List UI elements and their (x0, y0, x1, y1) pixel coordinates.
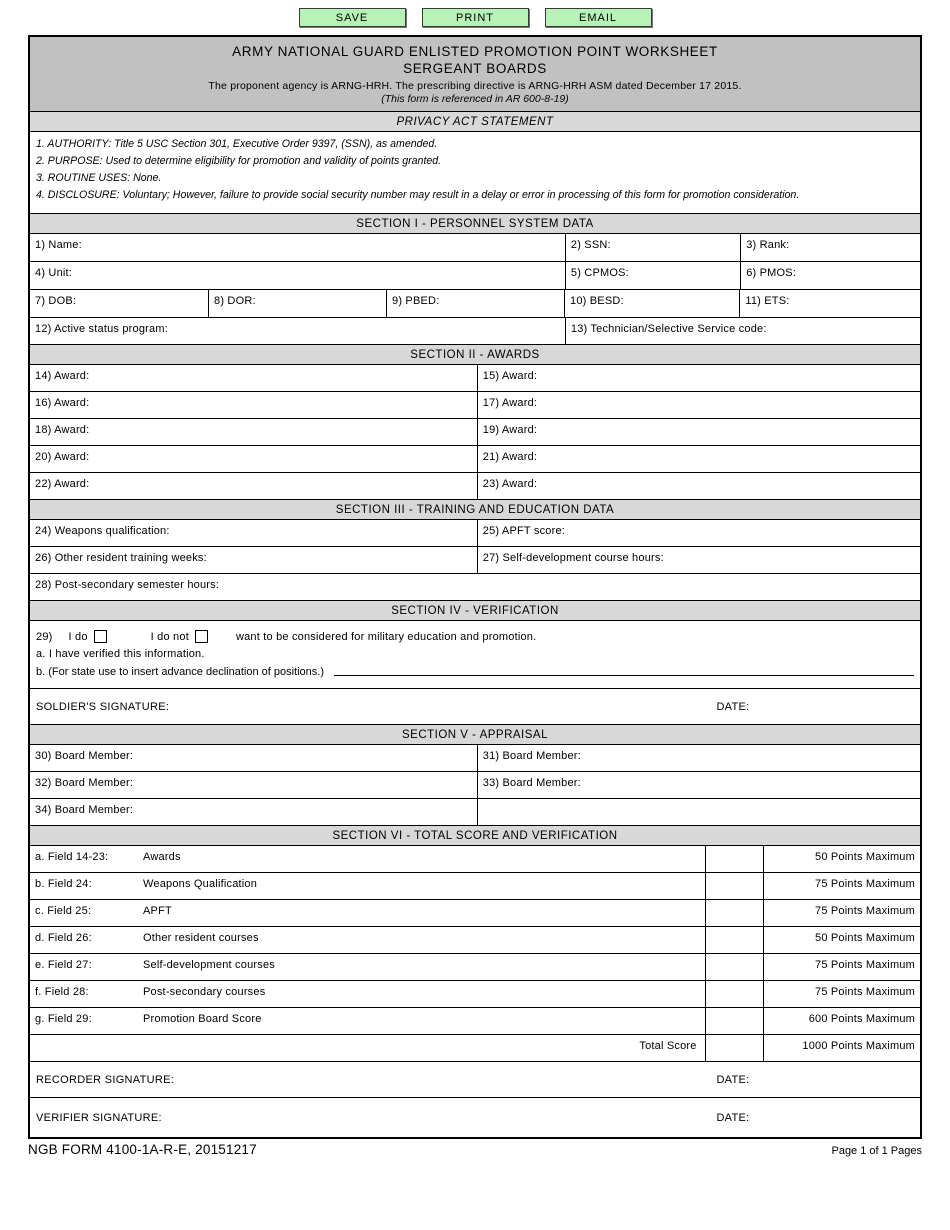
award-field-18[interactable]: 18) Award: (35, 424, 90, 436)
total-score-max: 1000 Points Maximum (763, 1035, 920, 1061)
field-ssn[interactable]: 2) SSN: (565, 234, 740, 261)
privacy-line-authority: 1. AUTHORITY: Title 5 USC Section 301, Executive Order 9397, (SSN), as amended. (36, 138, 438, 150)
score-field-label: a. Field 14-23: (35, 851, 109, 863)
i-do-not-label: I do not (150, 631, 189, 643)
score-max-b: 75 Points Maximum (763, 873, 920, 899)
field-other-resident-training-weeks[interactable]: 26) Other resident training weeks: (35, 552, 207, 564)
verifier-date-field[interactable]: DATE: (716, 1111, 750, 1124)
score-max-f: 75 Points Maximum (763, 981, 920, 1007)
score-label-f (30, 981, 705, 1007)
score-field-c[interactable] (705, 900, 764, 926)
board-member-field-33[interactable]: 33) Board Member: (477, 772, 920, 798)
award-field-20[interactable]: 20) Award: (35, 451, 90, 463)
score-max-e: 75 Points Maximum (763, 954, 920, 980)
score-field-label: c. Field 25: (35, 905, 92, 917)
score-max-a: 50 Points Maximum (763, 846, 920, 872)
awards-row-1 (30, 364, 920, 391)
award-field-19[interactable]: 19) Award: (477, 419, 920, 445)
score-field-label: e. Field 27: (35, 959, 92, 971)
total-score-label: Total Score (639, 1040, 697, 1052)
score-label-g (30, 1008, 705, 1034)
question-suffix: want to be considered for military education and promotion. (235, 631, 537, 643)
form-footer (28, 1142, 922, 1157)
score-label-c (30, 900, 705, 926)
award-field-16[interactable]: 16) Award: (35, 397, 90, 409)
privacy-line-disclosure: 4. DISCLOSURE: Voluntary; However, failure to provide social security number may result in a delay or error in processing of this form for promotion consideration. (36, 189, 800, 201)
verification-line-b-row (30, 662, 920, 688)
question-prefix: 29) (36, 631, 53, 643)
score-row-d (30, 926, 920, 953)
score-field-desc: Self-development courses (143, 959, 275, 971)
privacy-line-routine: 3. ROUTINE USES: None. (36, 172, 162, 184)
appraisal-row-1 (30, 744, 920, 771)
awards-row-4 (30, 445, 920, 472)
score-field-f[interactable] (705, 981, 764, 1007)
training-row-1 (30, 519, 920, 546)
score-field-d[interactable] (705, 927, 764, 953)
score-field-desc: Post-secondary courses (143, 986, 266, 998)
award-field-23[interactable]: 23) Award: (477, 473, 920, 499)
toolbar (0, 0, 950, 35)
awards-row-5 (30, 472, 920, 499)
score-field-g[interactable] (705, 1008, 764, 1034)
soldier-signature-field[interactable]: SOLDIER'S SIGNATURE: (36, 700, 170, 713)
appraisal-row-2 (30, 771, 920, 798)
field-technician-code[interactable]: 13) Technician/Selective Service code: (565, 318, 920, 344)
board-member-field-31[interactable]: 31) Board Member: (477, 745, 920, 771)
field-unit[interactable]: 4) Unit: (35, 267, 73, 279)
appraisal-empty-cell (477, 799, 920, 825)
score-field-desc: Weapons Qualification (143, 878, 258, 890)
section-3-header: SECTION III - TRAINING AND EDUCATION DATA (30, 499, 920, 519)
appraisal-row-3 (30, 798, 920, 825)
field-dor[interactable]: 8) DOR: (208, 290, 386, 317)
recorder-date-field[interactable]: DATE: (716, 1073, 750, 1086)
section-6-header: SECTION VI - TOTAL SCORE AND VERIFICATION (30, 825, 920, 845)
field-dob[interactable]: 7) DOB: (35, 295, 77, 307)
verifier-signature-row (30, 1097, 920, 1137)
field-ets[interactable]: 11) ETS: (739, 290, 920, 317)
score-row-g (30, 1007, 920, 1034)
score-label-e (30, 954, 705, 980)
training-row-2 (30, 546, 920, 573)
score-row-f (30, 980, 920, 1007)
email-button[interactable]: EMAIL (545, 8, 652, 27)
field-post-secondary-semester-hours[interactable]: 28) Post-secondary semester hours: (35, 579, 220, 591)
score-row-c (30, 899, 920, 926)
score-label-a (30, 846, 705, 872)
total-score-field[interactable] (705, 1035, 764, 1061)
awards-row-2 (30, 391, 920, 418)
score-field-desc: Other resident courses (143, 932, 259, 944)
i-do-not-checkbox[interactable] (195, 630, 208, 643)
soldier-signature-row (30, 688, 920, 724)
score-row-e (30, 953, 920, 980)
score-label-d (30, 927, 705, 953)
board-member-field-32[interactable]: 32) Board Member: (35, 777, 134, 789)
verification-line-b: b. (For state use to insert advance declination of positions.) (36, 666, 324, 678)
promotion-point-worksheet-form (28, 35, 922, 1139)
section-2-header: SECTION II - AWARDS (30, 344, 920, 364)
score-field-desc: APFT (143, 905, 172, 917)
form-title-line2: SERGEANT BOARDS (403, 61, 547, 76)
state-declination-field[interactable] (334, 665, 914, 676)
field-apft-score[interactable]: 25) APFT score: (477, 520, 920, 546)
award-field-15[interactable]: 15) Award: (477, 365, 920, 391)
section1-row-4 (30, 317, 920, 344)
score-max-d: 50 Points Maximum (763, 927, 920, 953)
field-weapons-qualification[interactable]: 24) Weapons qualification: (35, 525, 170, 537)
soldier-date-field[interactable]: DATE: (716, 700, 750, 713)
board-member-field-34[interactable]: 34) Board Member: (35, 804, 134, 816)
section-5-header: SECTION V - APPRAISAL (30, 724, 920, 744)
score-field-a[interactable] (705, 846, 764, 872)
form-number: NGB FORM 4100-1A-R-E, 20151217 (28, 1142, 257, 1157)
score-field-label: g. Field 29: (35, 1013, 92, 1025)
score-field-label: b. Field 24: (35, 878, 92, 890)
verification-question-line (30, 620, 920, 645)
verification-line-a: a. I have verified this information. (36, 648, 205, 660)
section1-row-1 (30, 233, 920, 261)
print-button[interactable]: PRINT (422, 8, 529, 27)
form-header (30, 37, 920, 111)
verifier-signature-field[interactable]: VERIFIER SIGNATURE: (36, 1111, 162, 1124)
recorder-signature-row (30, 1061, 920, 1097)
score-field-desc: Promotion Board Score (143, 1013, 262, 1025)
awards-row-3 (30, 418, 920, 445)
form-reference: (This form is referenced in AR 600-8-19) (381, 93, 569, 105)
award-field-21[interactable]: 21) Award: (477, 446, 920, 472)
score-field-label: f. Field 28: (35, 986, 89, 998)
form-subtitle: The proponent agency is ARNG-HRH. The prescribing directive is ARNG-HRH ASM dated December 17 2015. (208, 80, 742, 92)
training-row-3 (30, 573, 920, 600)
board-member-field-30[interactable]: 30) Board Member: (35, 750, 134, 762)
i-do-label: I do (68, 631, 88, 643)
field-rank[interactable]: 3) Rank: (740, 234, 920, 261)
score-field-b[interactable] (705, 873, 764, 899)
total-score-row (30, 1034, 920, 1061)
score-row-a (30, 845, 920, 872)
field-pmos[interactable]: 6) PMOS: (740, 262, 920, 289)
score-max-g: 600 Points Maximum (763, 1008, 920, 1034)
field-self-development-course-hours[interactable]: 27) Self-development course hours: (477, 547, 920, 573)
award-field-17[interactable]: 17) Award: (477, 392, 920, 418)
section1-row-3 (30, 289, 920, 317)
score-max-c: 75 Points Maximum (763, 900, 920, 926)
score-field-desc: Awards (143, 851, 181, 863)
score-label-b (30, 873, 705, 899)
privacy-line-purpose: 2. PURPOSE: Used to determine eligibility for promotion and validity of points granted. (36, 155, 442, 167)
field-pbed[interactable]: 9) PBED: (386, 290, 564, 317)
field-cpmos[interactable]: 5) CPMOS: (565, 262, 740, 289)
save-button[interactable]: SAVE (299, 8, 406, 27)
award-field-22[interactable]: 22) Award: (35, 478, 90, 490)
section-1-header: SECTION I - PERSONNEL SYSTEM DATA (30, 213, 920, 233)
section-4-header: SECTION IV - VERIFICATION (30, 600, 920, 620)
section1-row-2 (30, 261, 920, 289)
award-field-14[interactable]: 14) Award: (35, 370, 90, 382)
field-besd[interactable]: 10) BESD: (564, 290, 739, 317)
recorder-signature-field[interactable]: RECORDER SIGNATURE: (36, 1073, 175, 1086)
score-row-b (30, 872, 920, 899)
field-name[interactable]: 1) Name: (35, 239, 82, 251)
score-field-label: d. Field 26: (35, 932, 92, 944)
field-active-status-program[interactable]: 12) Active status program: (35, 323, 168, 335)
form-title-line1: ARMY NATIONAL GUARD ENLISTED PROMOTION POINT WORKSHEET (232, 44, 718, 59)
page-indicator: Page 1 of 1 Pages (831, 1145, 922, 1157)
score-field-e[interactable] (705, 954, 764, 980)
i-do-checkbox[interactable] (94, 630, 107, 643)
privacy-act-statement-header: PRIVACY ACT STATEMENT (30, 111, 920, 131)
privacy-act-statement-body (30, 131, 920, 213)
